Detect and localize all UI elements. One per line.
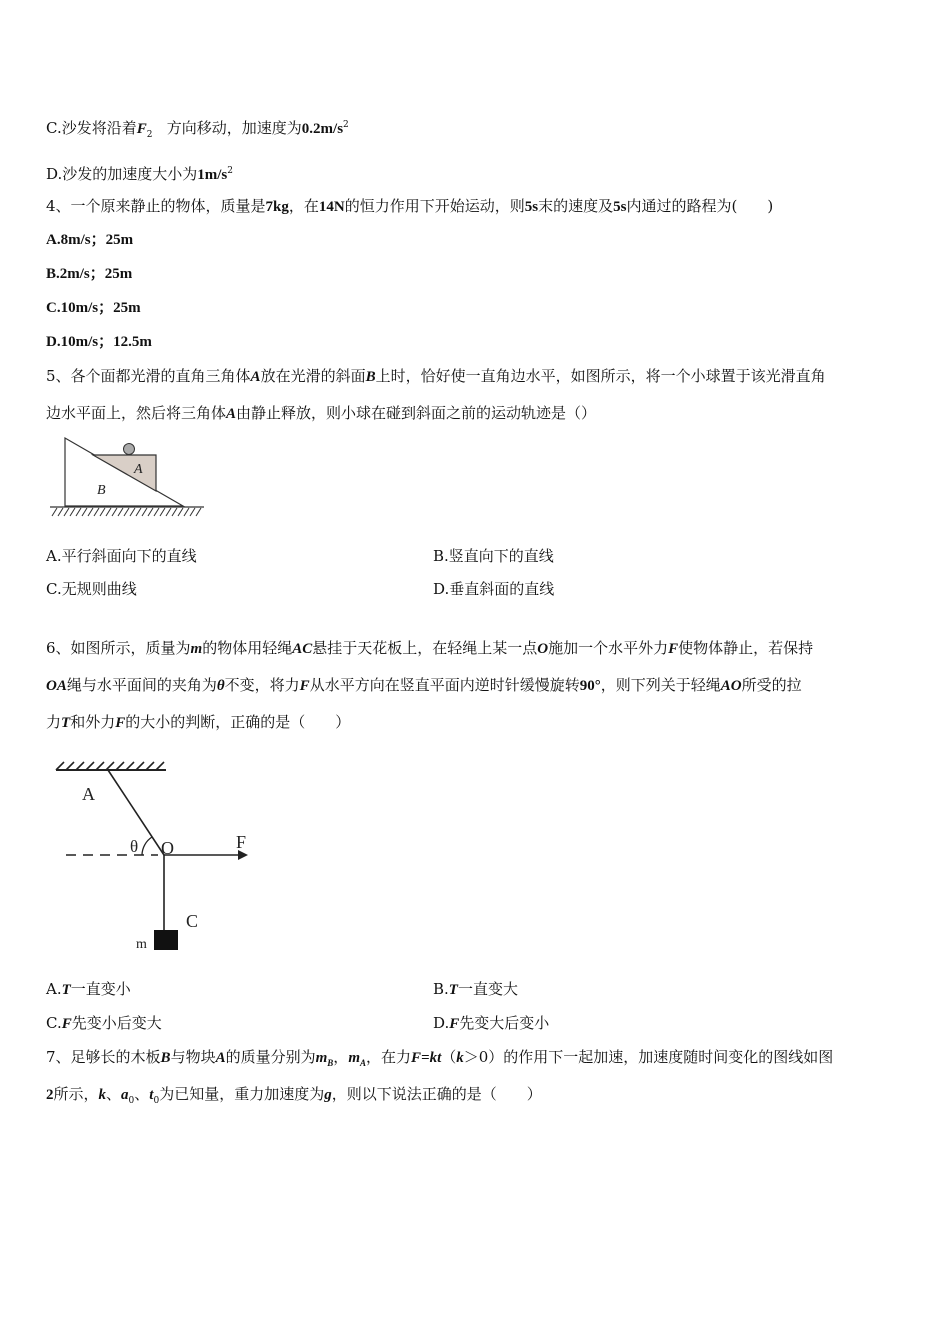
q4-option-b: B.2m/s；25m bbox=[46, 266, 133, 282]
fig-label-f: F bbox=[236, 832, 247, 852]
q5-figure bbox=[46, 436, 216, 524]
small-ball bbox=[124, 444, 135, 455]
ceiling-hatching bbox=[56, 762, 164, 770]
option-d-prev: D.沙发的加速度大小为$1m/s^2$ bbox=[46, 165, 233, 183]
q6-option-a: A.T一直变小 bbox=[46, 980, 131, 998]
fig-label-a: A bbox=[82, 784, 95, 804]
fig-label-o: O bbox=[161, 838, 174, 858]
fig-label-theta: θ bbox=[130, 837, 139, 856]
q6-stem-line1: 6、如图所示，质量为m的物体用轻绳AC悬挂于天花板上，在轻绳上某一点O施加一个水平外力F使物体静止，若保持 bbox=[46, 639, 814, 657]
fig-label-a: A bbox=[134, 462, 143, 477]
q5-option-c: C.无规则曲线 bbox=[46, 580, 137, 598]
q6-option-c: C.F先变小后变大 bbox=[46, 1014, 162, 1032]
q5-stem-line2: 边水平面上，然后将三角体A由静止释放，则小球在碰到斜面之前的运动轨迹是（） bbox=[46, 404, 597, 422]
q5-option-d: D.垂直斜面的直线 bbox=[433, 580, 555, 598]
q4-stem: 4、一个原来静止的物体，质量是7kg，在14N的恒力作用下开始运动，则5s末的速度及5s内通过的路程为( ) bbox=[46, 197, 774, 215]
q7-stem-line1: 7、足够长的木板B与物块A的质量分别为$m_B$，$m_A$，在力F=kt（k＞0）的作用下一起加速，加速度随时间变化的图线如图 bbox=[46, 1048, 834, 1068]
q6-stem-line3: 力T和外力F的大小的判断，正确的是（ ） bbox=[46, 713, 351, 731]
q5-option-b: B.竖直向下的直线 bbox=[433, 547, 554, 565]
q5-option-a: A.平行斜面向下的直线 bbox=[46, 547, 197, 565]
q7-stem-line2: 2所示，k、$a_0$、$t_0$为已知量，重力加速度为g，则以下说法正确的是（ ） bbox=[46, 1085, 542, 1106]
fig-label-c: C bbox=[186, 911, 199, 931]
q4-option-a: A.8m/s；25m bbox=[46, 232, 134, 248]
mass-block bbox=[154, 930, 178, 950]
ground-hatching bbox=[52, 508, 201, 516]
fig-label-m: m bbox=[136, 937, 147, 952]
q5-stem-line1: 5、各个面都光滑的直角三角体A放在光滑的斜面B上时，恰好使一直角边水平，如图所示，将一个小球置于该光滑直角 bbox=[46, 367, 826, 385]
q6-option-b: B.T一直变大 bbox=[433, 980, 518, 998]
option-c-prev: C.沙发将沿着$F_2$ 方向移动，加速度为$0.2m/s^2$ bbox=[46, 119, 349, 140]
q6-figure bbox=[50, 760, 270, 955]
fig-label-b: B bbox=[97, 483, 106, 498]
q6-stem-line2: OA绳与水平面间的夹角为θ不变，将力F从水平方向在竖直平面内逆时针缓慢旋转90°，则下列关于轻绳AO所受的拉 bbox=[46, 676, 802, 694]
q4-option-d: D.10m/s；12.5m bbox=[46, 334, 152, 350]
angle-arc bbox=[142, 837, 152, 855]
q4-option-c: C.10m/s；25m bbox=[46, 300, 141, 316]
q6-option-d: D.F先变大后变小 bbox=[433, 1014, 550, 1032]
